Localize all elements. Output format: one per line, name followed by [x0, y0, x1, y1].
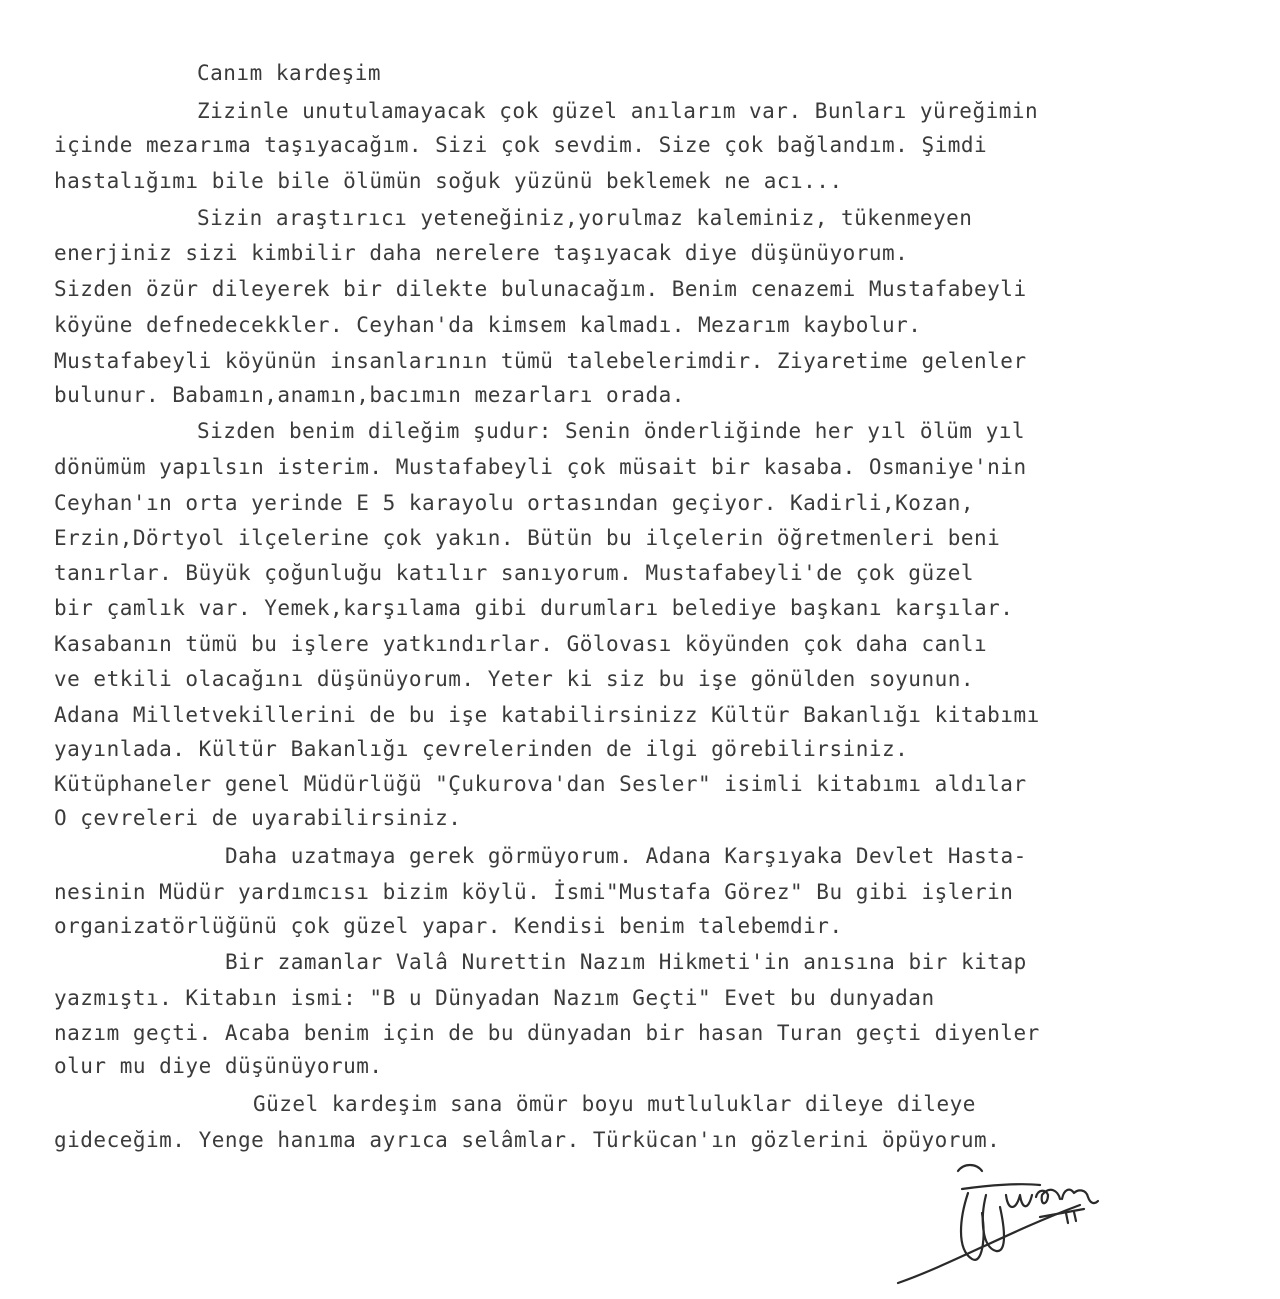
letter-line: organizatörlüğünü çok güzel yapar. Kendisi benim talebemdir. [54, 914, 843, 938]
letter-line: Sizden özür dileyerek bir dilekte bulunacağım. Benim cenazemi Mustafabeyli [54, 277, 1027, 301]
letter-line: dönümüm yapılsın isterim. Mustafabeyli çok müsait bir kasaba. Osmaniye'nin [54, 455, 1027, 479]
letter-line: Ceyhan'ın orta yerinde E 5 karayolu ortasından geçiyor. Kadirli,Kozan, [54, 491, 975, 515]
closing-line: gideceğim. Yenge hanıma ayrıca selâmlar. Türkücan'ın gözlerini öpüyorum. [54, 1128, 1001, 1152]
letter-line: bulunur. Babamın,anamın,bacımın mezarları orada. [54, 383, 685, 407]
letter-line: nesinin Müdür yardımcısı bizim köylü. İsmi"Mustafa Görez" Bu gibi işlerin [54, 880, 1014, 904]
closing-line: Güzel kardeşim sana ömür boyu mutluluklar dileye dileye [253, 1092, 976, 1116]
letter-line: Daha uzatmaya gerek görmüyorum. Adana Karşıyaka Devlet Hasta- [225, 844, 1027, 868]
letter-line: tanırlar. Büyük çoğunluğu katılır sanıyorum. Mustafabeyli'de çok güzel [54, 561, 975, 585]
letter-line: ve etkili olacağını düşünüyorum. Yeter ki siz bu işe gönülden soyunun. [54, 667, 975, 691]
letter-line: hastalığımı bile bile ölümün soğuk yüzünü beklemek ne acı... [54, 169, 843, 193]
letter-line: nazım geçti. Acaba benim için de bu dünyadan bir hasan Turan geçti diyenler [54, 1021, 1040, 1045]
salutation: Canım kardeşim [197, 61, 382, 85]
letter-line: içinde mezarıma taşıyacağım. Sizi çok sevdim. Size çok bağlandım. Şimdi [54, 133, 988, 157]
letter-line: köyüne defnedecekkler. Ceyhan'da kimsem kalmadı. Mezarım kaybolur. [54, 313, 922, 337]
letter-line: Zizinle unutulamayacak çok güzel anılarım var. Bunları yüreğimin [197, 99, 1039, 123]
letter-line: Kütüphaneler genel Müdürlüğü "Çukurova'dan Sesler" isimli kitabımı aldılar [54, 772, 1027, 796]
letter-line: enerjiniz sizi kimbilir daha nerelere taşıyacak diye düşünüyorum. [54, 241, 909, 265]
letter-line: Sizin araştırıcı yeteneğiniz,yorulmaz kaleminiz, tükenmeyen [197, 206, 973, 230]
letter-line: Adana Milletvekillerini de bu işe katabilirsinizz Kültür Bakanlığı kitabımı [54, 703, 1040, 727]
letter-line: Mustafabeyli köyünün insanlarının tümü talebelerimdir. Ziyaretime gelenler [54, 349, 1027, 373]
letter-line: Bir zamanlar Valâ Nurettin Nazım Hikmeti'in anısına bir kitap [225, 950, 1027, 974]
letter-line: Erzin,Dörtyol ilçelerine çok yakın. Bütün bu ilçelerin öğretmenleri beni [54, 526, 1001, 550]
letter-line: yazmıştı. Kitabın ismi: "B u Dünyadan Nazım Geçti" Evet bu dunyadan [54, 986, 935, 1010]
letter-line: O çevreleri de uyarabilirsiniz. [54, 806, 462, 830]
letter-line: Sizden benim dileğim şudur: Senin önderliğinde her yıl ölüm yıl [197, 419, 1026, 443]
letter-line: yayınlada. Kültür Bakanlığı çevrelerinden de ilgi görebilirsiniz. [54, 737, 909, 761]
letter-line: Kasabanın tümü bu işlere yatkındırlar. Gölovası köyünden çok daha canlı [54, 632, 988, 656]
letter-line: bir çamlık var. Yemek,karşılama gibi durumları belediye başkanı karşılar. [54, 596, 1014, 620]
handwritten-signature [890, 1155, 1120, 1290]
letter-line: olur mu diye düşünüyorum. [54, 1054, 383, 1078]
